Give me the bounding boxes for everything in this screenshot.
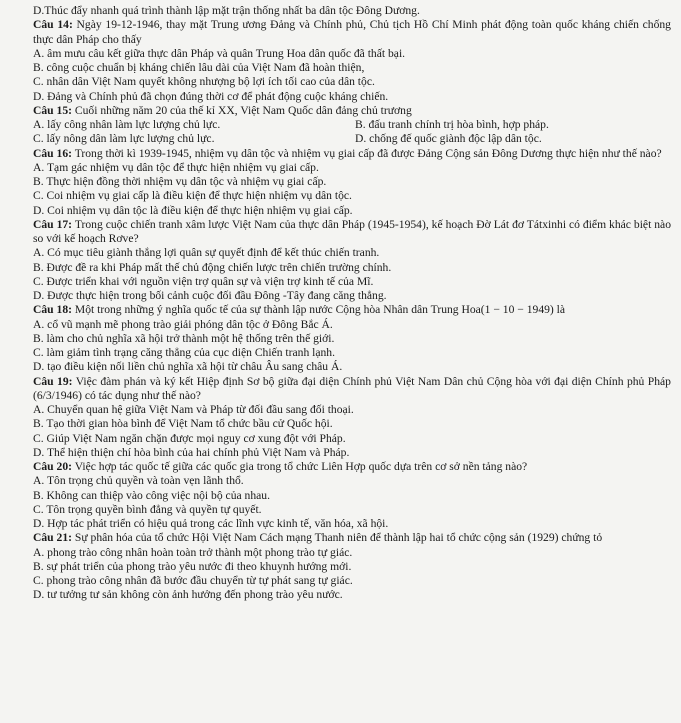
option-d: D. tạo điều kiện nối liền chủ nghĩa xã hội từ châu Âu sang châu Á. (33, 360, 343, 374)
option-b: B. Không can thiệp vào công việc nội bộ của nhau. (33, 488, 270, 502)
option-a: A. Có mục tiêu giành thắng lợi quân sự quyết định để kết thúc chiến tranh. (33, 246, 380, 260)
option-a: A. phong trào công nhân hoàn toàn trở thành một phong trào tự giác. (33, 545, 353, 559)
question-number: Câu 16: (33, 146, 72, 160)
options-row (33, 132, 671, 146)
question-20 (33, 460, 671, 474)
option-c: C. làm giảm tình trạng căng thẳng của cục diện Chiến tranh lạnh. (33, 346, 335, 359)
option-c: C. lấy nông dân làm lực lượng chủ lực. (33, 132, 215, 146)
question-16 (33, 147, 671, 161)
question-number: Câu 14: (33, 18, 73, 32)
option-d: D. Coi nhiệm vụ dân tộc là điều kiện để thực hiện nhiệm vụ giai cấp. (33, 203, 353, 217)
question-text: Việc hợp tác quốc tế giữa các quốc gia trong tổ chức Liên Hợp quốc dựa trên cơ sở nền tảng nào? (74, 460, 528, 473)
option-b: B. sự phát triển của phong trào yêu nước đi theo khuynh hướng mới. (33, 559, 352, 573)
question-text: Trong thời kì 1939-1945, nhiệm vụ dân tộc và nhiệm vụ giai cấp đã được Đảng Cộng sản Đông Dương thực hiện như thế nào? (74, 146, 662, 160)
option-b: B. công cuộc chuẩn bị kháng chiến lâu dài của Việt Nam đã hoàn thiện, (33, 61, 365, 74)
question-number: Câu 21: (33, 531, 72, 545)
question-text: Cuối những năm 20 của thế kỉ XX, Việt Nam Quốc dân đảng chủ trương (74, 103, 412, 117)
option-d: D. chống đế quốc giành độc lập dân tộc. (355, 132, 542, 146)
option-d: D. Được thực hiện trong bối cảnh cuộc đối đầu Đông -Tây đang căng thẳng. (33, 289, 387, 302)
option-c: C. Được triển khai với nguồn viện trợ quân sự và viện trợ kinh tế của Mĩ. (33, 274, 374, 288)
option-a: A. âm mưu câu kết giữa thực dân Pháp và quân Trung Hoa dân quốc đã thất bại. (33, 46, 406, 60)
question-text: Trong cuộc chiến tranh xâm lược Việt Nam của thực dân Pháp (1945-1954), kế hoạch Đờ Lát đơ Tátxinhi có điểm khác biệt nào so với kế hoạch Rơve? (33, 217, 671, 245)
option-d: D. Thể hiện thiện chí hòa bình của hai chính phủ Việt Nam và Pháp. (33, 445, 350, 459)
question-19 (33, 375, 671, 404)
question-14 (33, 18, 671, 47)
question-21 (33, 531, 671, 545)
question-number: Câu 15: (33, 103, 72, 117)
option-b: B. làm cho chủ nghĩa xã hội trở thành một hệ thống trên thế giới. (33, 331, 335, 345)
question-number: Câu 20: (33, 460, 72, 473)
question-number: Câu 18: (33, 303, 72, 317)
option-a: A. lấy công nhân làm lực lượng chủ lực. (33, 118, 221, 131)
option-c: C. Giúp Việt Nam ngăn chặn được mọi nguy cơ xung đột với Pháp. (33, 431, 346, 445)
question-18 (33, 303, 671, 317)
option-c: C. phong trào công nhân đã bước đầu chuyển từ tự phát sang tự giác. (33, 574, 353, 587)
option-b: B. Được đề ra khi Pháp mất thế chủ động chiến lược trên chiến trường chính. (33, 260, 392, 274)
option-c: C. Tôn trọng quyền bình đẳng và quyền tự quyết. (33, 502, 262, 516)
option-a: A. Tạm gác nhiệm vụ dân tộc để thực hiện nhiệm vụ giai cấp. (33, 160, 319, 174)
option-c: C. Coi nhiệm vụ giai cấp là điều kiện để thực hiện nhiệm vụ dân tộc. (33, 189, 352, 203)
option-a: A. Chuyển quan hệ giữa Việt Nam và Pháp từ đối đầu sang đối thoại. (33, 403, 354, 416)
option-c: C. nhân dân Việt Nam quyết không nhượng bộ lợi ích tối cao của dân tộc. (33, 75, 375, 89)
question-17 (33, 218, 671, 247)
option-b: B. Tạo thời gian hòa bình để Việt Nam tổ chức bầu cử Quốc hội. (33, 417, 333, 431)
question-text: Sự phân hóa của tổ chức Hội Việt Nam Cách mạng Thanh niên để thành lập hai tổ chức cộng sản (1929) chứng tỏ (74, 531, 603, 545)
question-text: Việc đàm phán và ký kết Hiệp định Sơ bộ giữa đại diện Chính phủ Việt Nam Dân chủ Cộng hòa với đại diện Chính phủ Pháp (6/3/1946) có tác dụng như thế nào? (33, 374, 671, 402)
option-d-q13: D.Thúc đẩy nhanh quá trình thành lập mặt trận thống nhất ba dân tộc Đông Dương. (33, 4, 420, 17)
option-b: B. Thực hiện đồng thời nhiệm vụ dân tộc và nhiệm vụ giai cấp. (33, 175, 327, 188)
option-a: A. cổ vũ mạnh mẽ phong trào giải phóng dân tộc ở Đông Bắc Á. (33, 317, 333, 331)
options-row (33, 118, 671, 132)
option-d: D. Đảng và Chính phủ đã chọn đúng thời cơ để phát động cuộc kháng chiến. (33, 89, 389, 103)
question-text: Một trong những ý nghĩa quốc tế của sự thành lập nước Cộng hòa Nhân dân Trung Hoa(1 − 10 − 1949) là (74, 303, 566, 317)
option-d: D. Hợp tác phát triển có hiệu quả trong các lĩnh vực kinh tế, văn hóa, xã hội. (33, 517, 389, 530)
question-15 (33, 104, 671, 118)
option-a: A. Tôn trọng chủ quyền và toàn vẹn lãnh thổ. (33, 474, 244, 488)
option-b: B. đấu tranh chính trị hòa bình, hợp pháp. (355, 118, 549, 131)
question-number: Câu 19: (33, 374, 73, 388)
option-d: D. tư tưởng tư sản không còn ảnh hưởng đến phong trào yêu nước. (33, 588, 343, 602)
question-text: Ngày 19-12-1946, thay mặt Trung ương Đảng và Chính phủ, Chủ tịch Hồ Chí Minh phát động toàn quốc kháng chiến chống thực dân Pháp cho thấy (33, 18, 671, 46)
question-number: Câu 17: (33, 217, 73, 231)
